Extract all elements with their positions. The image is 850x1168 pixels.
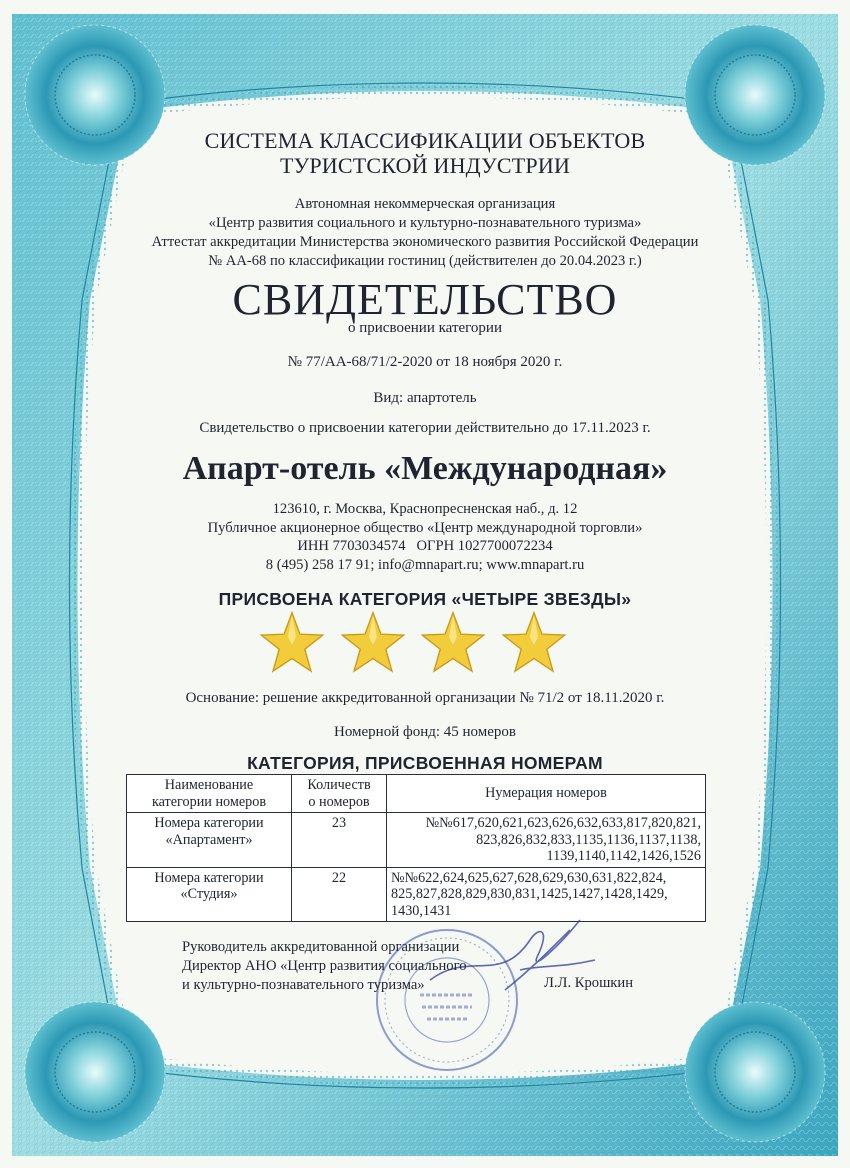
star-icon	[258, 610, 326, 674]
certificate-number: № 77/АА-68/71/2-2020 от 18 ноября 2020 г.	[287, 354, 563, 370]
hotel-ids: ИНН 7703034574 ОГРН 1027700072234	[297, 538, 553, 554]
row-category-name	[127, 813, 292, 868]
hotel-details	[110, 500, 740, 574]
hotel-address: 123610, г. Москва, Краснопресненская наб., д. 12	[272, 501, 578, 517]
table-row	[127, 813, 706, 868]
system-title-line1: СИСТЕМА КЛАССИФИКАЦИИ ОБЪЕКТОВ	[204, 128, 646, 153]
cell-text: №№622,624,625,627,628,629,630,631,822,824,	[391, 869, 667, 886]
row-room-count: 23	[292, 813, 387, 868]
star-icon	[339, 610, 407, 674]
header-room-count	[292, 775, 387, 813]
system-title-line2: ТУРИСТСКОЙ ИНДУСТРИИ	[279, 153, 571, 178]
star-icon	[419, 610, 487, 674]
signature-line2: Директор АНО «Центр развития социального	[182, 958, 467, 974]
cell-text: «Апартамент»	[165, 831, 253, 848]
signature-line1: Руководитель аккредитованной организации	[182, 939, 460, 955]
certificate-content	[110, 120, 740, 1120]
room-fund: Номерной фонд: 45 номеров	[333, 724, 517, 740]
cell-text: Номера категории	[154, 815, 264, 831]
certificate-validity: Свидетельство о присвоении категории действительно до 17.11.2023 г.	[199, 420, 651, 436]
signature-line3: и культурно-познавательного туризма»	[182, 977, 425, 993]
org-line1: Автономная некоммерческая организация	[294, 196, 556, 212]
organization-block	[100, 195, 750, 271]
cell-text: 1430,1431	[391, 902, 452, 919]
star-rating	[258, 610, 568, 676]
star-icon	[500, 610, 568, 674]
category-assigned: ПРИСВОЕНА КАТЕГОРИЯ «ЧЕТЫРЕ ЗВЕЗДЫ»	[218, 589, 632, 609]
row-room-count: 22	[292, 867, 387, 922]
header-text: Количеств	[307, 777, 371, 793]
cell-text: 825,827,828,829,830,831,1425,1427,1428,1429,	[391, 886, 668, 902]
cell-text: №№617,620,621,623,626,632,633,817,820,821,	[425, 815, 701, 831]
certificate-subtitle: о присвоении категории	[348, 320, 502, 336]
certificate-type: Вид: апартотель	[373, 390, 477, 406]
signer-name: Л.Л. Крошкин	[544, 975, 634, 991]
rooms-table	[126, 774, 706, 922]
header-text: о номеров	[308, 793, 370, 810]
certificate-title: СВИДЕТЕЛЬСТВО	[232, 275, 618, 324]
hotel-contacts: 8 (495) 258 17 91; info@mnapart.ru; www.mnapart.ru	[265, 556, 585, 573]
hotel-owner: Публичное акционерное общество «Центр международной торговли»	[207, 519, 643, 536]
signature-block	[182, 938, 542, 995]
cell-text: «Студия»	[180, 886, 238, 902]
table-header-row	[127, 775, 706, 813]
org-line4: № АА-68 по классификации гостиниц (действителен до 20.04.2023 г.)	[208, 253, 642, 269]
cell-text: 1139,1140,1142,1426,1526	[546, 848, 701, 864]
header-text: категории номеров	[151, 793, 267, 810]
org-line2: «Центр развития социального и культурно-познавательного туризма»	[208, 215, 642, 231]
org-line3: Аттестат аккредитации Министерства экономического развития Российской Федерации	[151, 234, 699, 250]
system-title	[110, 128, 740, 178]
header-category-name	[127, 775, 292, 813]
hotel-name: Апарт-отель «Международная»	[182, 450, 668, 487]
cell-text: Номера категории	[154, 869, 264, 886]
header-room-numbers: Нумерация номеров	[387, 775, 706, 813]
cell-text: 823,826,832,833,1135,1136,1137,1138,	[476, 831, 701, 848]
row-category-name	[127, 867, 292, 922]
row-room-numbers	[387, 813, 706, 868]
rooms-table-heading: КАТЕГОРИЯ, ПРИСВОЕННАЯ НОМЕРАМ	[247, 753, 603, 773]
header-text: Наименование	[164, 777, 254, 793]
category-basis: Основание: решение аккредитованной организации № 71/2 от 18.11.2020 г.	[185, 690, 665, 706]
